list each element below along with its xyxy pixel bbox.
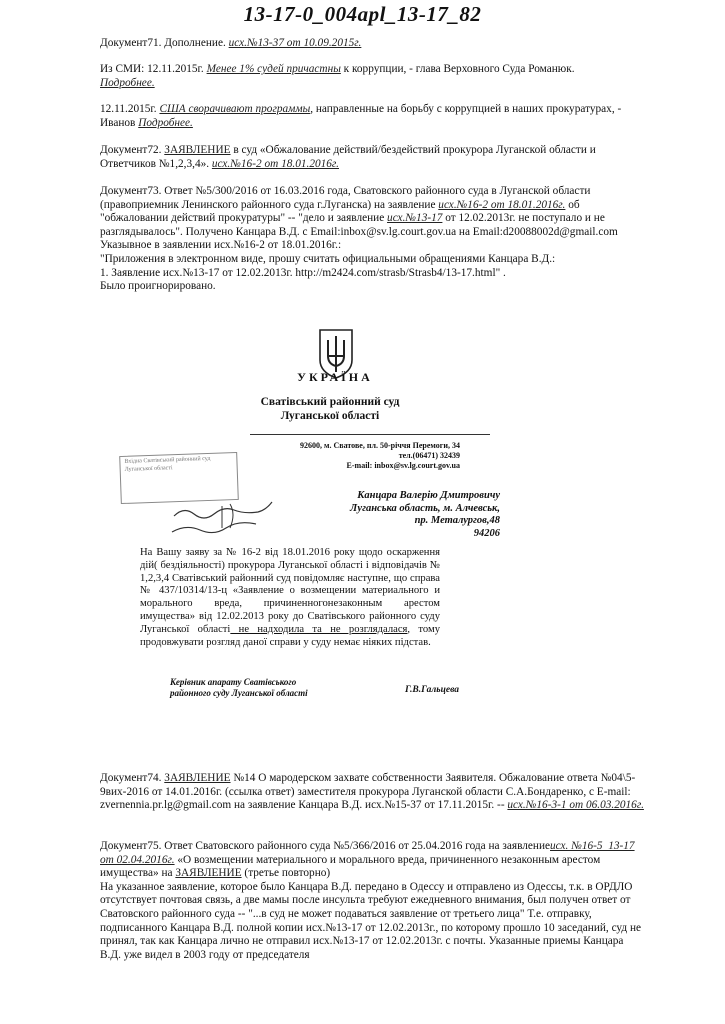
doc74-text: №14 О мародерском захвате собственности Заявителя. Обжалование ответа №04\5-9вих-2016 от 14.01.2016г. (ссылка ответ) заместителя прокурора Луганской области С.А.Бондаренко, с E-mail: zvernennia.pr.lg@gmail.com на заявление Канцара В.Д. исх.№15-37 от 17.11.2015г. -- [100, 772, 636, 812]
doc73-text-f: 1. Заявление исх.№13-17 от 12.02.2013г. http://m2424.com/strasb/Strasb4/13-17.html" . [100, 266, 506, 279]
handwritten-registration-icon [170, 498, 280, 538]
paragraph-document-72 [100, 144, 645, 171]
news1-prefix: Из СМИ: 12.11.2015г. [100, 63, 207, 75]
signatory-position-line-2: районного суду Луганської області [170, 688, 308, 698]
doc75-text-a: Документ75. Ответ Сватовского районного суда №5/366/2016 от 25.04.2016 года на заявление [100, 840, 551, 852]
doc73-text-e: "Приложения в электронном виде, прошу считать официальными обращениями Канцара В.Д.: [100, 252, 556, 265]
doc74-prefix: Документ74. [100, 772, 165, 784]
court-name [220, 395, 440, 423]
court-name-line-2: Луганської області [280, 410, 380, 422]
signatory-position [170, 677, 330, 699]
country-name: УКРАЇНА [297, 370, 373, 384]
doc74-statement-link[interactable]: ЗАЯВЛЕНИЕ [164, 772, 231, 784]
doc73-link-2[interactable]: исх.№13-17 [387, 212, 443, 225]
paragraph-news-2 [100, 103, 645, 130]
doc72-statement-link[interactable]: ЗАЯВЛЕНИЕ [164, 144, 231, 156]
court-address [240, 441, 460, 471]
paragraph-document-71 [100, 37, 645, 51]
recipient-street: пр. Металургов,48 [414, 515, 500, 526]
signatory-position-line-1: Керівник апарату Сватівського [170, 677, 297, 687]
news1-text: к коррупции, - глава Верховного Суда Романюк. [340, 63, 575, 75]
news2-prefix: 12.11.2015г. [100, 103, 160, 115]
news1-link[interactable]: Менее 1% судей причастны [206, 63, 341, 75]
doc71-text: Документ71. Дополнение. [100, 37, 229, 49]
paragraph-news-1 [100, 63, 645, 90]
document-title: 13-17-0_004apl_13-17_82 [243, 2, 482, 26]
news2-more-link[interactable]: Подробнее. [138, 116, 193, 129]
news1-more-link[interactable]: Подробнее. [100, 76, 155, 89]
doc73-text-d: Указывное в заявлении исх.№16-2 от 18.01.2016г.: [100, 239, 342, 252]
incoming-stamp: Вхідна Сватівський районний суд Луганської області [119, 452, 239, 504]
news2-link[interactable]: США сворачивают программы [159, 103, 311, 115]
doc75-link-1[interactable]: исх. №16-5_13-17 от 02.04.2016г. [100, 840, 635, 866]
court-address-email: E-mail: inbox@sv.lg.court.gov.ua [346, 461, 460, 470]
letter-body-underlined: не надходила та не розглядалася [230, 623, 408, 635]
court-name-line-1: Сватівський районний суд [260, 396, 400, 408]
letter-body-text-a: На Вашу заяву за № 16-2 від 18.01.2016 року щодо оскарження дій( бездіяльності) прокурора Луганської області і відповідачів № 1,2,3,4 Сватівський районний суд повідомляє наступне, що справа № 437/10314/13-ц «Заявление о возмещении материального и морального вреда, причиненногонезаконным арестом имущества» від 12.02.2013 року до Сватівського районного суду Луганської області [140, 547, 440, 635]
letterhead-divider [250, 434, 490, 435]
doc73-text-b: об "обжаловании действий прокуратуры" -- "дело и заявление [100, 198, 580, 225]
recipient-name: Канцара Валерію Дмитровичу [357, 490, 500, 501]
court-address-phone: тел.(06471) 32439 [398, 451, 460, 460]
doc73-text-c: от 12.02.2013г. не поступало и не разглядывалось". Получено Канцара В.Д. с Email:inbox@sv.lg.court.gov.ua на Email:d20088002d@gmail.com [100, 212, 618, 238]
doc75-text-c: (третье повторно) [241, 867, 331, 880]
letter-body-text-b: , тому продовжувати розгляд даної справи у суду немає ніяких підстав. [140, 623, 440, 648]
news2-text: , направленные на борьбу с коррупцией в наших прокуратурах, - Иванов [100, 103, 622, 129]
doc73-text-g: Было проигнорировано. [100, 280, 216, 293]
doc75-statement-link[interactable]: ЗАЯВЛЕНИЕ [175, 867, 242, 880]
paragraph-document-75 [100, 840, 645, 962]
recipient-block [340, 490, 500, 540]
court-address-street: 92600, м. Сватове, пл. 50-річчя Перемоги, 34 [300, 441, 460, 450]
paragraph-document-74 [100, 772, 645, 813]
letter-body [140, 547, 440, 649]
doc75-text-b: «О возмещении материального и морального вреда, причиненного незаконным арестом имущества» на [100, 853, 601, 880]
signatory-name: Г.В.Гальцева [405, 685, 460, 695]
recipient-zip: 94206 [473, 527, 500, 539]
paragraph-document-73 [100, 185, 645, 294]
recipient-city: Луганська область, м. Алчевськ, [350, 502, 500, 514]
doc72-ref-link[interactable]: исх.№16-2 от 18.01.2016г. [211, 157, 339, 170]
doc73-text-a: Документ73. Ответ №5/300/2016 от 16.03.2016 года, Сватовского районного суда в Луганской области (правоприемник Ленинского районного суда г.Луганска) на заявление [100, 185, 591, 211]
court-letter-scan [100, 318, 640, 718]
doc74-ref-link[interactable]: исх.№16-3-1 от 06.03.2016г. [507, 799, 644, 812]
doc72-text: в суд «Обжалование действий/бездействий прокурора Луганской области и Ответчиков №1,2,3,4». [100, 144, 596, 170]
doc75-text-d: На указанное заявление, которое было Канцара В.Д. передано в Одессу и отправлено из Одессы, т.к. в ОРДЛО отсутствует почтовая связь, а две мамы после инсульта требуют ежедневного внимания, был получен ответ от Сватовского районного суда -- "...в суд не может подаваться заявление от третьего лица" Т.е. отправку, подписанного Канцара В.Д. полной копии исх.№13-17 от 12.02.2013г., по которому прошло 10 заседаний, суд не принял, так как Канцара лично не отправил исх.№13-17 от 12.02.2013г. с почты. Указанные приемы Канцара В.Д. уже видел в 2003 году от председателя [100, 880, 642, 961]
doc73-link-1[interactable]: исх.№16-2 от 18.01.2016г. [438, 198, 566, 211]
doc71-link[interactable]: исх.№13-37 от 10.09.2015г. [228, 37, 362, 49]
doc72-prefix: Документ72. [100, 144, 165, 156]
